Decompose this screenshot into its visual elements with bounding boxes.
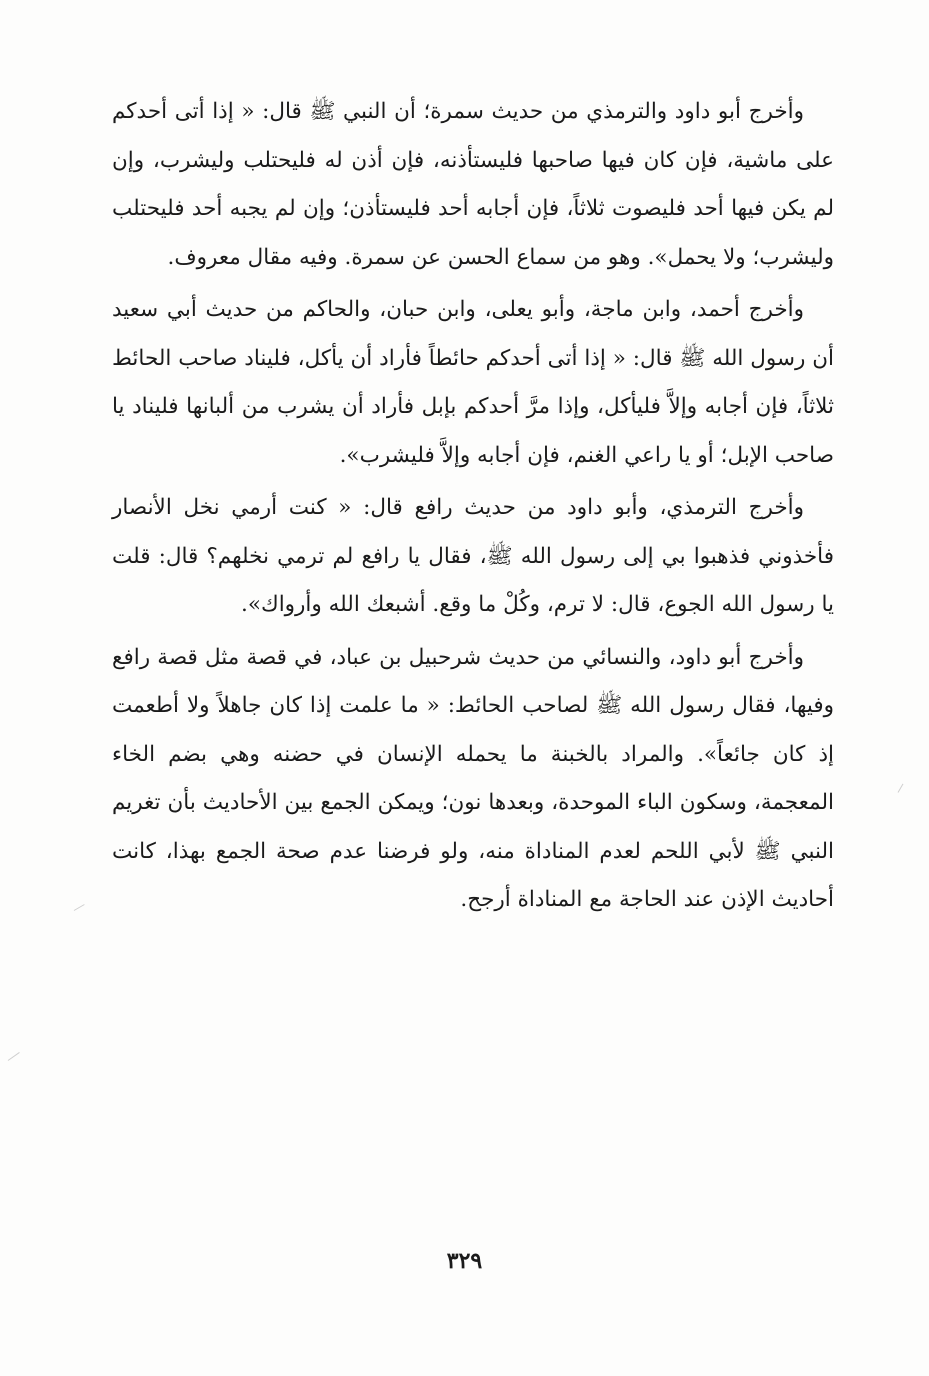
- scan-mark-right: [898, 784, 904, 793]
- page-number: ٣٢٩: [446, 1248, 483, 1274]
- scan-mark-margin: [74, 904, 85, 911]
- paragraph-nasai-shurahbil: وأخرج أبو داود، والنسائي من حديث شرحبيل بن عباد، في قصة مثل قصة رافع وفيها، فقال رسول الله ﷺ لصاحب الحائط: « ما علمت إذا كان جاهلاً ولا أطعمت إذ كان جائعاً». والمراد بالخبنة ما يحمله الإنسان في حضنه وهي بضم الخاء المعجمة، وسكون الباء الموحدة، وبعدها نون؛ ويمكن الجمع بين الأحاديث بأن تغريم النبي ﷺ لأبي اللحم لعدم المناداة منه، ولو فرضنا عدم صحة الجمع بهذا، كانت أحاديث الإذن عند الحاجة مع المناداة أرجح.: [112, 644, 834, 912]
- paragraph-ahmad-abu-said: وأخرج أحمد، وابن ماجة، وأبو يعلى، وابن حبان، والحاكم من حديث أبي سعيد أن رسول الله ﷺ قال: « إذا أتى أحدكم حائطاً فأراد أن يأكل، فليناد صاحب الحائط ثلاثاً، فإن أجابه وإلاَّ فليأكل، وإذا مرَّ أحدكم بإبل فأراد أن يشرب من ألبانها فليناد يا صاحب الإبل؛ أو يا راعي الغنم، فإن أجابه وإلاَّ فليشرب».: [112, 297, 834, 468]
- paragraph-abu-dawud-samura: وأخرج أبو داود والترمذي من حديث سمرة؛ أن النبي ﷺ قال: « إذا أتى أحدكم على ماشية، فإن كان فيها صاحبها فليستأذنه، فإن أذن له فليحتلب وليشرب، وإن لم يكن فيها أحد فليصوت ثلاثاً، فإن أجابه أحد فليستأذن؛ وإن لم يجبه أحد فليحتلب وليشرب؛ ولا يحمل». وهو من سماع الحسن عن سمرة. وفيه مقال معروف.: [112, 99, 834, 270]
- body-text: [112, 88, 834, 929]
- scan-mark-left: [8, 1052, 20, 1061]
- paragraph-tirmidhi-rafi: وأخرج الترمذي، وأبو داود من حديث رافع قال: « كنت أرمي نخل الأنصار فأخذوني فذهبوا بي إلى رسول الله ﷺ، فقال يا رافع لم ترمي نخلهم؟ قال: قلت يا رسول الله الجوع، قال: لا ترم، وكُلْ ما وقع. أشبعك الله وأرواك».: [112, 495, 834, 617]
